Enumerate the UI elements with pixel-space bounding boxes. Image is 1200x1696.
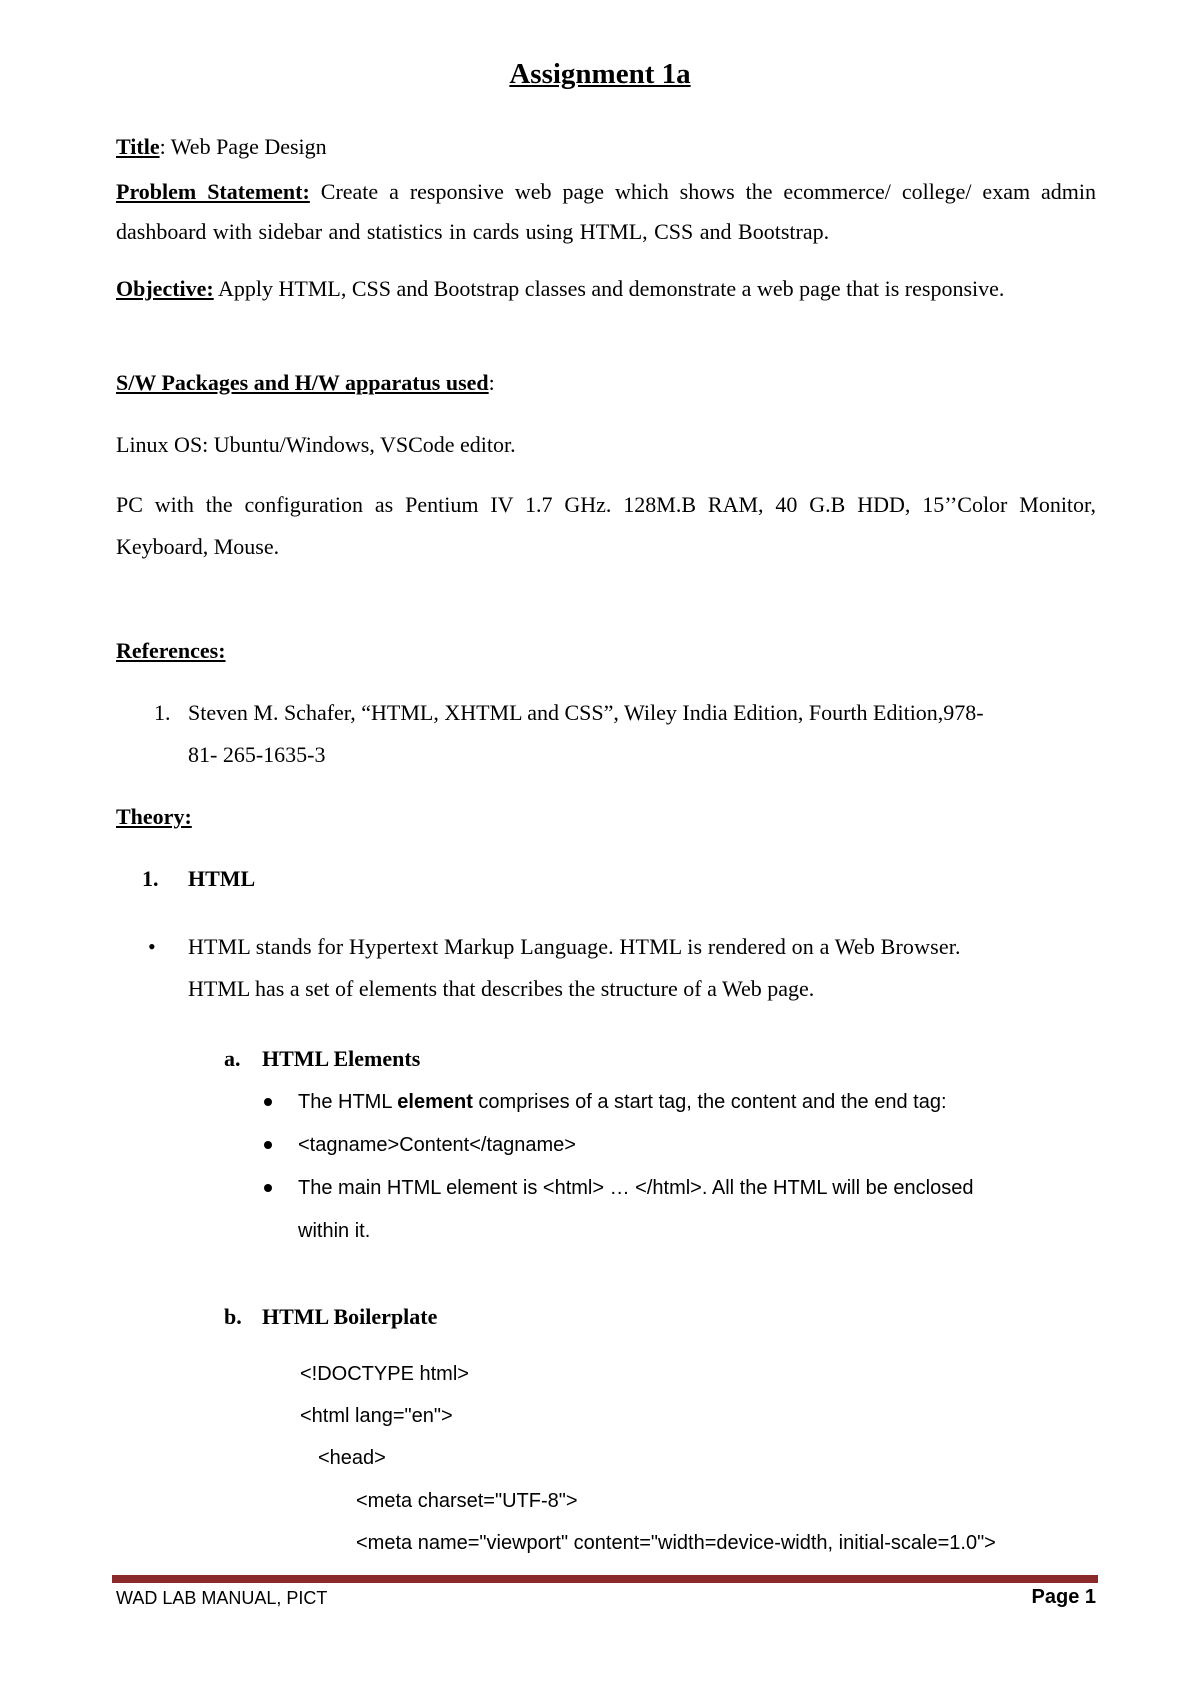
problem-statement — [116, 172, 1096, 252]
el-b1-bold: element — [397, 1091, 473, 1113]
elements-bullet3-icon — [264, 1184, 272, 1192]
title-label: Title — [116, 134, 160, 159]
sw-colon: : — [488, 370, 495, 395]
html-bullet-line2: HTML has a set of elements that describes the structure of a Web page. — [188, 976, 815, 1001]
pc-line: PC with the configuration as Pentium IV 1.7 GHz. 128M.B RAM, 40 G.B HDD, 15’’Color Monitor, Keyboard, Mouse. — [116, 492, 1096, 559]
code-line-3: <head> — [318, 1447, 386, 1469]
elements-bullet1 — [298, 1081, 947, 1123]
section1-number: 1. — [142, 866, 159, 891]
section1-title: HTML — [188, 866, 256, 891]
sub-a-title: HTML Elements — [262, 1046, 421, 1071]
problem-label: Problem Statement: — [116, 179, 310, 204]
code-line-2: <html lang="en"> — [300, 1405, 453, 1427]
el-b1-pre: The HTML — [298, 1091, 398, 1113]
title-value: : Web Page Design — [159, 134, 327, 159]
code-line-5: <meta name="viewport" content="width=device-width, initial-scale=1.0"> — [356, 1532, 996, 1554]
objective-label: Objective: — [116, 276, 214, 301]
sub-b-title: HTML Boilerplate — [262, 1304, 438, 1329]
ref1-line2: 81- 265-1635-3 — [188, 742, 326, 767]
elements-bullet3-line1: The main HTML element is <html> … </html>. All the HTML will be enclosed — [298, 1177, 974, 1199]
theory-label: Theory: — [116, 804, 192, 829]
code-line-4: <meta charset="UTF-8"> — [356, 1490, 578, 1512]
elements-bullet1-icon — [264, 1098, 272, 1106]
elements-bullet2: <tagname>Content</tagname> — [298, 1134, 576, 1156]
footer-manual-name: WAD LAB MANUAL, PICT — [116, 1588, 328, 1608]
sub-b-number: b. — [224, 1304, 242, 1329]
sw-label: S/W Packages and H/W apparatus used — [116, 370, 489, 395]
elements-bullet2-icon — [264, 1141, 272, 1149]
sw-packages-heading — [116, 362, 495, 404]
ref1-number: 1. — [154, 700, 171, 725]
os-line: Linux OS: Ubuntu/Windows, VSCode editor. — [116, 432, 516, 457]
objective-text: Apply HTML, CSS and Bootstrap classes and demonstrate a web page that is responsive. — [213, 276, 1005, 301]
references-heading — [116, 630, 226, 672]
code-line-1: <!DOCTYPE html> — [300, 1363, 469, 1385]
problem-text: Create a responsive web page which shows the ecommerce/ college/ exam admin dashboard with sidebar and statistics in cards using HTML, CSS and Bootstrap. — [116, 179, 1097, 244]
footer-divider — [112, 1575, 1098, 1583]
assignment-title: Assignment 1a — [509, 58, 691, 90]
objective — [116, 270, 1096, 308]
ref1-line1: Steven M. Schafer, “HTML, XHTML and CSS”, Wiley India Edition, Fourth Edition,978- — [188, 700, 984, 725]
theory-heading — [116, 796, 192, 838]
sub-a-number: a. — [224, 1046, 241, 1071]
title-line — [116, 126, 327, 168]
html-bullet-icon: • — [148, 934, 156, 959]
footer-page-number: Page 1 — [1031, 1586, 1096, 1608]
el-b1-post: comprises of a start tag, the content and the end tag: — [472, 1091, 947, 1113]
html-bullet-line1: HTML stands for Hypertext Markup Language. HTML is rendered on a Web Browser. — [188, 934, 961, 959]
references-label: References: — [116, 638, 226, 663]
elements-bullet3-line2: within it. — [298, 1220, 371, 1242]
